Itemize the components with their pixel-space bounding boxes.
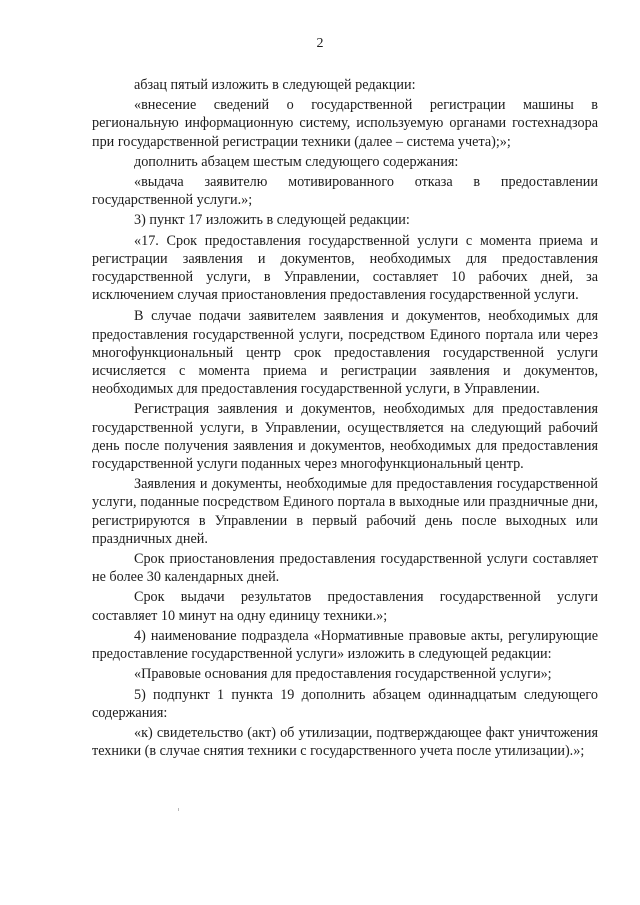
paragraph: «к) свидетельство (акт) об утилизации, подтверждающее факт уничтожения техники (в случае снятия техники с государственного учета после утилизации).»; [92,724,598,760]
paragraph: дополнить абзацем шестым следующего содержания: [134,153,459,170]
paragraph: «17. Срок предоставления государственной услуги с момента приема и регистрации заявления и документов, необходимых для предоставления государственной услуги, в Управлении, составляет 10 рабочих дней, за исключением случая приостановления предоставления государственной услуги. [92,232,598,304]
paragraph: «внесение сведений о государственной регистрации машины в региональную информационную систему, используемую органами гостехнадзора при государственной регистрации техники (далее – система учета);»; [92,97,598,150]
paragraph: Заявления и документы, необходимые для предоставления государственной услуги, поданные посредством Единого портала в выходные или праздничные дни, регистрируются в Управлении в первый рабочий день после выходных или праздничных дней. [92,476,598,547]
paragraph: Срок приостановления предоставления государственной услуги составляет не более 30 календарных дней. [92,551,598,586]
paragraph: абзац пятый изложить в следующей редакции: [134,77,416,93]
paragraph: Срок выдачи результатов предоставления государственной услуги составляет 10 минут на одну единицу техники.»; [92,589,598,624]
paragraph: «Правовые основания для предоставления государственной услуги»; [134,666,552,683]
paragraph: В случае подачи заявителем заявления и документов, необходимых для предоставления государственной услуги, посредством Единого портала или через многофункциональный центр срок предоставления государственной услуги исчисляется с момента приема и регистрации заявления и документов, необходимых для предоставления государственной услуги, в Управлении. [92,308,598,398]
paragraph: 4) наименование подраздела «Нормативные правовые акты, регулирующие предоставление государственной услуги» изложить в следующей редакции: [92,627,598,663]
paragraph: Регистрация заявления и документов, необходимых для предоставления государственной услуги, в Управлении, осуществляется на следующий рабочий день после получения заявления и документов, необходимых для предоставления государственной услуги поданных через многофункциональный центр. [92,401,598,473]
page-number: 2 [316,36,324,51]
paragraph: «выдача заявителю мотивированного отказа в предоставлении государственной услуги.»; [92,174,598,209]
document-body [92,76,598,760]
paragraph: 3) пункт 17 изложить в следующей редакции: [134,212,410,229]
paragraph: 5) подпункт 1 пункта 19 дополнить абзацем одиннадцатым следующего содержания: [92,686,598,721]
scan-artifact [178,808,179,811]
